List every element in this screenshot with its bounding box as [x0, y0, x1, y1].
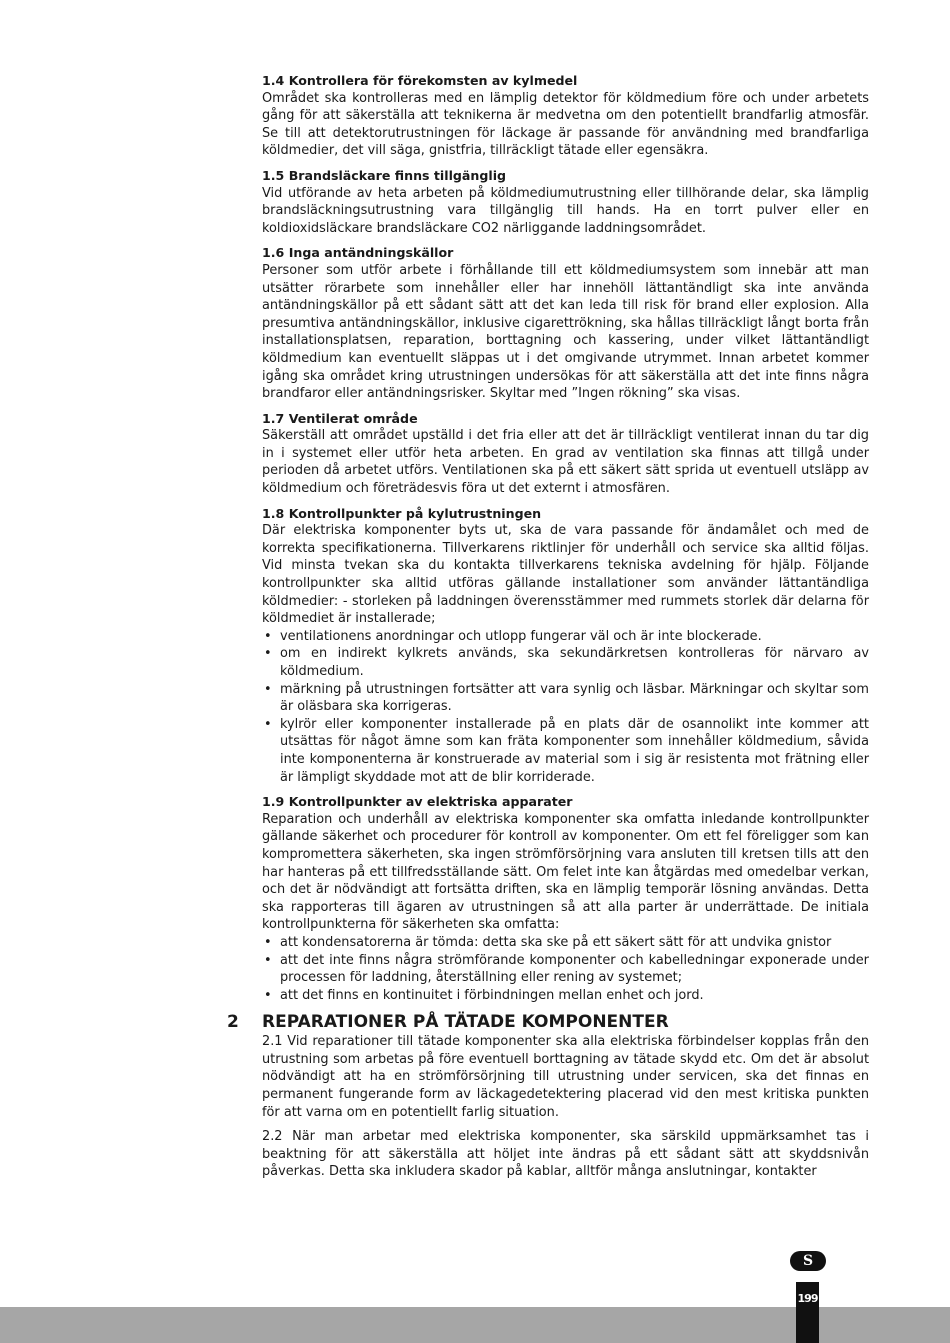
list-item: • att det finns en kontinuitet i förbindningen mellan enhet och jord.	[262, 987, 869, 1005]
list-item: • kylrör eller komponenter installerade på en plats där de osannolikt inte kommer att utsättas för något ämne som kan fräta komponenter som innehåller köldmedium, såvida inte komponenterna är konstruerade av material som i sig är resistenta mot frätning eller är lämpligt skyddade mot att de blir korriderade.	[262, 716, 869, 786]
section-1-7	[262, 410, 869, 498]
section-heading: 1.8 Kontrollpunkter på kylutrustningen	[262, 505, 542, 521]
bullet-list	[262, 628, 869, 786]
section-1-5	[262, 167, 869, 237]
list-item: • om en indirekt kylkrets används, ska sekundärkretsen kontrolleras för närvaro av köldmedium.	[262, 645, 869, 680]
section-text: Reparation och underhåll av elektriska komponenter ska omfatta inledande kontrollpunkter gällande säkerhet och procedurer för kontroll av komponenter. Om ett fel föreligger som kan kompromettera säkerheten, ska ingen strömförsörjning vara ansluten till kretsen tills att den har hanteras på ett tillfredsställande sätt. Om felet inte kan åtgärdas med omedelbar verkan, och det är nödvändigt att fortsätta driften, ska en lämplig temporär lösning användas. Detta ska rapporteras till ägaren av utrustningen så att alla parter är underrättade. De initiala kontrollpunkterna för säkerheten ska omfatta:	[262, 811, 869, 933]
section-text: Säkerställ att området upställd i det fria eller att det är tillräckligt ventilerat innan du tar dig in i systemet eller utför heta arbeten. En grad av ventilation ska finnas att tillgå under perioden då arbetet utförs. Ventilationen ska på ett säkert sätt sprida ut eventuell utsläpp av köldmedium och företrädesvis föra ut det externt i atmosfären.	[262, 428, 869, 497]
paragraph: 2.1 Vid reparationer till tätade komponenter ska alla elektriska förbindelser kopplas från den utrustning som arbetas på före eventuell borttagning av tätade skydd etc. Om det är absolut nödvändigt att ha en strömförsörjning till utrustning under servicen, ska det finnas en permanent fungerande form av läckagedetektering placerad vid den mest kritiska punkten för att varna om en potentiellt farlig situation.	[262, 1034, 869, 1120]
section-heading: 1.4 Kontrollera för förekomsten av kylmedel	[262, 73, 578, 88]
section-heading: 1.6 Inga antändningskällor	[262, 245, 454, 261]
document-body	[227, 72, 869, 1188]
chapter-title: REPARATIONER PÅ TÄTADE KOMPONENTER	[262, 1012, 669, 1033]
list-item: • märkning på utrustningen fortsätter att vara synlig och läsbar. Märkningar och skyltar som är oläsbara ska korrigeras.	[262, 681, 869, 716]
section-1-6	[262, 244, 869, 402]
section-heading: 1.7 Ventilerat område	[262, 410, 418, 426]
list-item: • att det inte finns några strömförande komponenter och kabelledningar exponerade under processen för laddning, återställning eller rening av systemet;	[262, 952, 869, 987]
chapter-2	[227, 1011, 869, 1181]
section-text: Området ska kontrolleras med en lämplig detektor för köldmedium före och under arbetets gång för att säkerställa att teknikerna är medvetna om den potentiellt brandfarlig atmosfär. Se till att detektorutrustningen för läckage är passande för användning med brandfarliga köldmedier, det vill säga, gnistfria, tillräckligt tätade eller egensäkra.	[262, 90, 869, 159]
paragraph: 2.2 När man arbetar med elektriska komponenter, ska särskild uppmärksamhet tas i beaktning för att säkerställa att höljet inte ändras på ett sådant sätt att skyddsnivån påverkas. Detta ska inkludera skador på kablar, alltför många anslutningar, kontakter	[262, 1129, 869, 1180]
section-text: Där elektriska komponenter byts ut, ska de vara passande för ändamålet och med de korrekta specifikationerna. Tillverkarens riktlinjer för underhåll och service ska alltid följas. Vid minsta tvekan ska du kontakta tillverkarens tekniska avdelning för hjälp. Följande kontrollpunkter ska alltid utföras gällande installationer som använder lättantändliga köldmedier: - storleken på laddningen överensstämmer med rummets storlek där delarna för köldmediet är installerade;	[262, 523, 869, 627]
section-heading: 1.9 Kontrollpunkter av elektriska apparater	[262, 794, 573, 810]
language-badge: S	[790, 1251, 826, 1271]
chapter-number: 2	[227, 1012, 239, 1033]
section-text: Personer som utför arbete i förhållande till ett köldmediumsystem som innebär att man utsätter rörarbete som innehåller eller har innehöll lättantändligt ska inte använda antändningskällor på ett sådant sätt att det kan leda till risk för brand eller explosion. Alla presumtiva antändningskällor, inklusive cigarettrökning, ska hållas tillräckligt långt borta från installationsplatsen, reparation, borttagning och kassering, under vilket lättantändligt köldmedium kan eventuellt släppas ut i det omgivande utrymmet. Innan arbetet kommer igång ska området kring utrustningen undersökas för att säkerställa att det inte finns några brandfaror eller antändningsrisker. Skyltar med ”Ingen rökning” ska visas.	[262, 262, 869, 402]
bullet-list	[262, 934, 869, 1004]
list-item: • att kondensatorerna är tömda: detta ska ske på ett säkert sätt för att undvika gnistor	[262, 934, 869, 952]
section-1-9	[262, 793, 869, 1004]
list-item: • ventilationens anordningar och utlopp fungerar väl och är inte blockerade.	[262, 628, 869, 646]
page-number: 199	[797, 1292, 818, 1305]
section-text: Vid utförande av heta arbeten på köldmediumutrustning eller tillhörande delar, ska lämplig brandsläckningsutrustning vara tillgänglig till hands. Ha en torrt pulver eller en koldioxidsläckare brandsläckare CO2 närliggande laddningsområdet.	[262, 185, 869, 236]
section-1-8	[262, 505, 869, 787]
section-1-4	[262, 72, 869, 160]
section-heading: 1.5 Brandsläckare finns tillgänglig	[262, 167, 507, 183]
